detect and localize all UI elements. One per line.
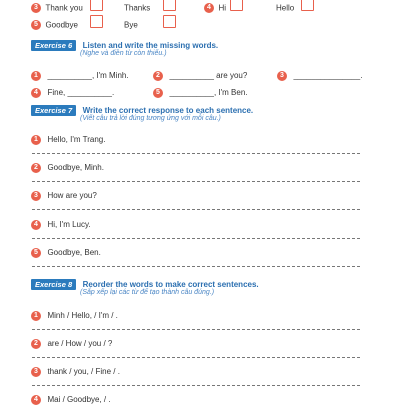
answer-line[interactable]	[32, 153, 360, 154]
item-number: 3	[31, 367, 41, 377]
item-text: Fine, __________.	[47, 88, 115, 98]
answer-line[interactable]	[32, 329, 360, 330]
exercise-badge: Exercise 6	[31, 40, 76, 51]
answer-line[interactable]	[32, 266, 360, 267]
option-hi	[204, 0, 226, 17]
exercise-badge: Exercise 8	[31, 279, 76, 290]
option-label: Thanks	[124, 3, 151, 13]
exercise-title: Write the correct response to each sentence.	[82, 106, 254, 116]
item-number: 4	[204, 3, 214, 13]
ex6-item-4	[31, 84, 114, 102]
item-text: are / How / you / ?	[47, 339, 113, 349]
option-label: Hello	[276, 3, 295, 13]
ex7-item-3	[31, 187, 97, 205]
ex6-item-5	[153, 84, 247, 102]
checkbox-hello[interactable]	[301, 0, 314, 11]
item-number: 2	[31, 163, 41, 173]
item-number: 5	[31, 248, 41, 258]
item-number: 1	[31, 71, 41, 81]
exercise-subtitle: (Sắp xếp lại các từ để tạo thành câu đúng.)	[80, 289, 215, 296]
option-goodbye	[31, 16, 78, 34]
option-label: Bye	[124, 20, 138, 30]
item-number: 3	[277, 71, 287, 81]
item-text: Hi, I'm Lucy.	[47, 220, 91, 230]
option-label: Goodbye	[45, 20, 78, 30]
answer-line[interactable]	[32, 357, 360, 358]
ex8-item-2	[31, 335, 112, 353]
option-bye	[124, 16, 138, 34]
checkbox-thanks[interactable]	[163, 0, 176, 11]
ex7-item-1	[31, 131, 105, 149]
ex7-item-5	[31, 244, 101, 262]
item-text: _______________.	[293, 71, 363, 81]
item-number: 4	[31, 88, 41, 98]
exercise-subtitle: (Nghe và điền từ còn thiếu.)	[80, 50, 167, 57]
option-label: Hi	[218, 3, 227, 13]
item-text: How are you?	[47, 191, 97, 201]
item-text: Mai / Goodbye, / .	[47, 395, 111, 405]
item-number: 3	[31, 3, 41, 13]
option-hello	[276, 0, 294, 17]
option-label: Thank you	[45, 3, 83, 13]
item-text: Goodbye, Minh.	[47, 163, 104, 173]
answer-line[interactable]	[32, 385, 360, 386]
item-number: 5	[31, 20, 41, 30]
answer-line[interactable]	[32, 181, 360, 182]
checkbox-bye[interactable]	[163, 15, 176, 28]
exercise-7-header	[31, 102, 253, 114]
answer-line[interactable]	[32, 209, 360, 210]
answer-line[interactable]	[32, 238, 360, 239]
item-text: Hello, I'm Trang.	[47, 135, 106, 145]
ex6-item-3	[277, 67, 362, 85]
ex6-item-2	[153, 67, 247, 85]
checkbox-goodbye[interactable]	[90, 15, 103, 28]
ex8-item-4	[31, 391, 111, 409]
item-text: Minh / Hello, / I'm / .	[47, 311, 118, 321]
exercise-title: Reorder the words to make correct sentences.	[82, 280, 259, 290]
item-number: 2	[31, 339, 41, 349]
ex7-item-4	[31, 216, 91, 234]
exercise-6-header	[31, 37, 218, 49]
item-number: 3	[31, 191, 41, 201]
item-text: __________ are you?	[169, 71, 248, 81]
exercise-subtitle: (Viết câu trả lời đúng tương ứng với mỗi câu.)	[80, 115, 221, 122]
item-text: thank / you, / Fine / .	[47, 367, 120, 377]
checkbox-hi[interactable]	[230, 0, 243, 11]
item-number: 4	[31, 395, 41, 405]
item-text: Goodbye, Ben.	[47, 248, 101, 258]
ex6-item-1	[31, 67, 129, 85]
item-number: 2	[153, 71, 163, 81]
option-thank-you	[31, 0, 83, 17]
item-number: 4	[31, 220, 41, 230]
exercise-badge: Exercise 7	[31, 105, 76, 116]
checkbox-thank-you[interactable]	[90, 0, 103, 11]
option-thanks	[124, 0, 150, 17]
ex8-item-1	[31, 307, 118, 325]
item-text: __________, I'm Ben.	[169, 88, 248, 98]
exercise-title: Listen and write the missing words.	[82, 41, 219, 51]
item-number: 5	[153, 88, 163, 98]
ex7-item-2	[31, 159, 104, 177]
ex8-item-3	[31, 363, 120, 381]
item-text: __________, I'm Minh.	[47, 71, 129, 81]
item-number: 1	[31, 311, 41, 321]
item-number: 1	[31, 135, 41, 145]
exercise-8-header	[31, 276, 259, 288]
